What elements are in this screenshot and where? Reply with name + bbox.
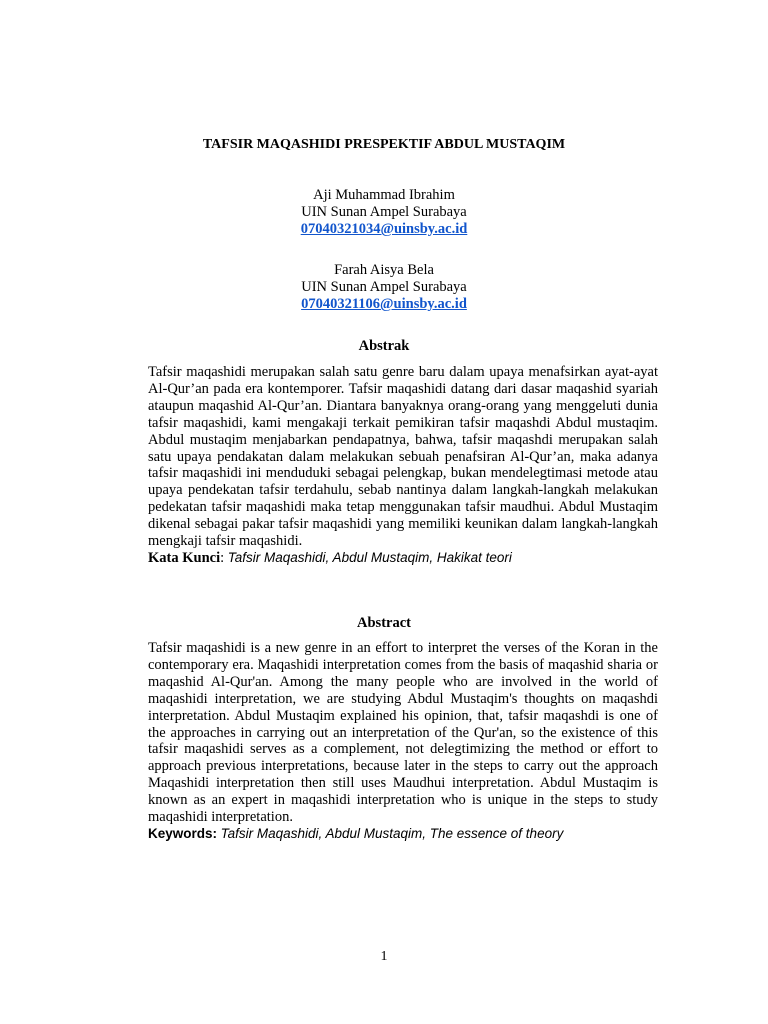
abstrak-heading: Abstrak — [358, 338, 410, 354]
author-name: Aji Muhammad Ibrahim — [313, 187, 455, 203]
paper-title: TAFSIR MAQASHIDI PRESPEKTIF ABDUL MUSTAQIM — [202, 137, 566, 152]
abstrak-body: Tafsir maqashidi merupakan salah satu genre baru dalam upaya menafsirkan ayat-ayat Al-Qur’an pada era kontemporer. Tafsir maqashidi datang dari dasar maqashid syariah ataupun maqashid Al-Qur’an. Diantara banyaknya orang-orang yang menggeluti dunia tafsir maqashidi, kami mengakaji terkait pemikiran tafsir maqashdi Abdul mustaqim. Abdul mustaqim menjabarkan pendapatnya, bahwa, tafsir maqashdi merupakan salah satu upaya pendakatan dalam melakukan sebuah penafsiran Al-Qur’an, maka adanya tafsir maqashidi ini menduduki sebagai pelengkap, bukan mendelegtimasi metode atau upaya pendekatan tafsir terdahulu, sebab nantinya dalam langkah-langkah melakukan pedekatan tafsir maqashidi maka tetap menggunakan tafsir maudhui. Abdul Mustaqim dikenal sebagai pakar tafsir maqashidi yang memiliki keunikan dalam langkah-langkah mengkaji tafsir maqashidi. — [148, 364, 658, 550]
kata-kunci-label: Kata Kunci — [148, 549, 221, 566]
author-affiliation: UIN Sunan Ampel Surabaya — [301, 204, 467, 220]
author-affiliation: UIN Sunan Ampel Surabaya — [301, 279, 467, 295]
keywords-line — [148, 826, 658, 843]
abstract-body: Tafsir maqashidi is a new genre in an effort to interpret the verses of the Koran in the contemporary era. Maqashidi interpretation comes from the basis of maqashid sharia or maqashid Al-Qur'an. Among the many people who are involved in the world of maqashidi interpretation, we are studying Abdul Mustaqim's thoughts on maqashdi interpretation. Abdul Mustaqim explained his opinion, that, tafsir maqashdi is one of the approaches in carrying out an interpretation of the Qur'an, so the existence of this tafsir maqashidi serves as a complement, not delegtimizing the method or effort to approach previous interpretations, because later in the steps to carry out the approach Maqashidi interpretation then still uses Maudhui interpretation. Abdul Mustaqim is known as an expert in maqashidi interpretation who is unique in the steps to study maqashidi interpretation. — [148, 640, 658, 826]
kata-kunci-value: Tafsir Maqashidi, Abdul Mustaqim, Hakikat teori — [227, 549, 512, 565]
kata-kunci-line: Kata Kunci: Tafsir Maqashidi, Abdul Mustaqim, Hakikat teori — [148, 549, 512, 566]
author-email-link[interactable]: 07040321106@uinsby.ac.id — [301, 296, 467, 312]
keywords-label: Keywords: — [148, 825, 218, 841]
author-block-1 — [0, 187, 768, 238]
page-number: 1 — [380, 949, 388, 964]
author-email-link[interactable]: 07040321034@uinsby.ac.id — [300, 221, 468, 237]
abstrak-section — [148, 364, 658, 567]
author-name: Farah Aisya Bela — [334, 262, 434, 278]
keywords-value: Tafsir Maqashidi, Abdul Mustaqim, The essence of theory — [220, 825, 564, 841]
abstract-heading: Abstract — [357, 615, 411, 631]
abstract-section — [148, 640, 658, 843]
author-block-2 — [0, 262, 768, 313]
